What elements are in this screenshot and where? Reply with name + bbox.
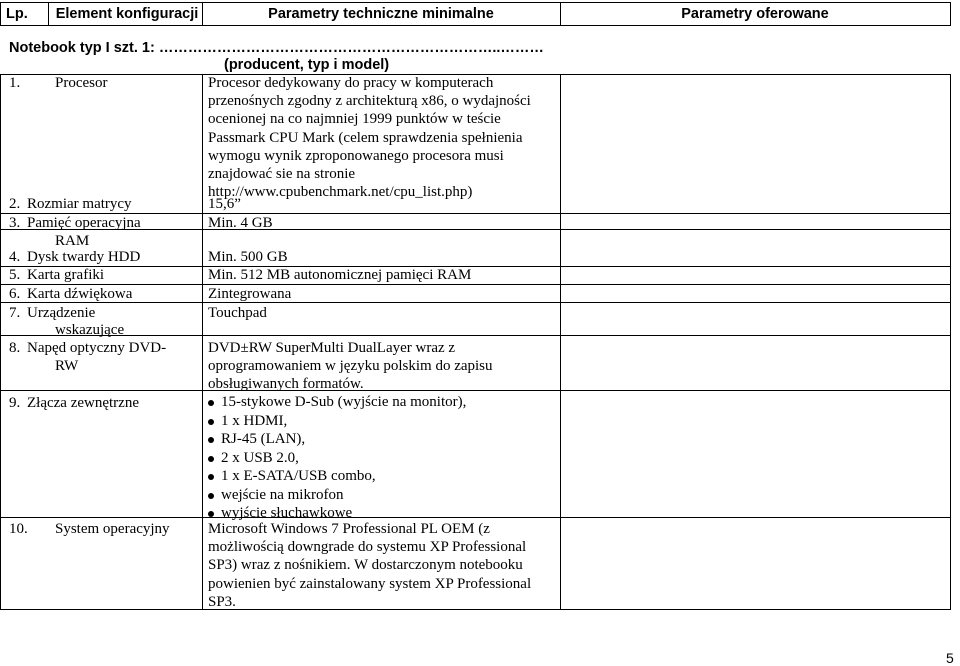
row-element: RW — [55, 358, 79, 374]
section-title: Notebook typ I szt. 1: ……………………………………………………………..……… — [9, 40, 544, 56]
spec-line: Procesor dedykowany do pracy w komputerach — [208, 75, 494, 91]
spec-line: znajdować sie na stronie — [208, 166, 356, 183]
row-divider — [0, 517, 950, 518]
spec-line: ocenionej na co najmniej 1999 punktów w teście — [208, 111, 501, 128]
header-element: Element konfiguracji — [55, 6, 199, 22]
row-spec: Min. 500 GB — [208, 249, 288, 265]
row-element: Pamięć operacyjna — [27, 215, 141, 231]
list-item: 1 x E-SATA/USB combo, — [208, 467, 466, 486]
row-element: Karta grafiki — [27, 267, 105, 283]
row-element: Złącza zewnętrzne — [27, 395, 139, 411]
spec-line: powienien być zainstalowany system XP Professional — [208, 575, 532, 592]
row-element: Karta dźwiękowa — [27, 286, 133, 302]
row-number: 1. — [9, 75, 21, 91]
border — [0, 2, 1, 26]
header-offered-params: Parametry oferowane — [681, 6, 829, 22]
border — [0, 74, 1, 610]
border — [48, 2, 49, 26]
border — [560, 74, 561, 610]
row-element: Urządzenie — [27, 305, 96, 321]
row-number: 3. — [9, 215, 21, 231]
header-lp: Lp. — [6, 6, 28, 22]
spec-line: możliwością downgrade do systemu XP Professional — [208, 539, 527, 556]
row-divider — [0, 266, 950, 267]
row-element: Procesor — [55, 75, 108, 91]
row-spec — [208, 520, 531, 611]
border — [0, 25, 950, 26]
list-item: wyjście słuchawkowe — [208, 504, 466, 523]
row-number: 9. — [9, 395, 21, 411]
row-spec: Min. 512 MB autonomicznej pamięci RAM — [208, 267, 472, 283]
header-min-params: Parametry techniczne minimalne — [268, 6, 494, 22]
spec-line: Passmark CPU Mark (celem sprawdzenia spełnienia — [208, 129, 523, 146]
list-item: 15-stykowe D-Sub (wyjście na monitor), — [208, 393, 466, 412]
row-element: Napęd optyczny DVD- — [27, 340, 167, 356]
border — [950, 74, 951, 610]
spec-line: SP3) wraz z nośnikiem. W dostarczonym notebooku — [208, 557, 523, 574]
connector-list — [208, 393, 466, 523]
row-divider — [0, 213, 950, 214]
section-subtitle: (producent, typ i model) — [224, 57, 390, 73]
row-divider — [0, 302, 950, 303]
row-spec: 15,6” — [208, 196, 241, 212]
row-divider — [0, 229, 950, 230]
spec-line: obsługiwanych formatów. — [208, 376, 364, 393]
spec-line: DVD±RW SuperMulti DualLayer wraz z — [208, 340, 456, 356]
row-element: Rozmiar matrycy — [27, 196, 132, 212]
row-element: RAM — [55, 233, 90, 249]
row-spec — [208, 74, 531, 201]
row-spec: Min. 4 GB — [208, 215, 273, 231]
row-spec: Zintegrowana — [208, 286, 292, 302]
border — [950, 2, 951, 26]
spec-line: oprogramowaniem w języku polskim do zapisu — [208, 358, 493, 375]
spec-line: Microsoft Windows 7 Professional PL OEM (z — [208, 521, 490, 537]
row-divider — [0, 284, 950, 285]
row-element: wskazujące — [55, 322, 125, 338]
row-number: 2. — [9, 196, 21, 212]
spec-line: przenośnych zgodny z architekturą x86, o wydajności — [208, 93, 531, 110]
spec-line: wymogu wynik zproponowanego procesora musi — [208, 147, 504, 164]
spec-line: SP3. — [208, 593, 236, 610]
row-element: System operacyjny — [55, 521, 170, 537]
border — [0, 2, 950, 3]
row-number: 6. — [9, 286, 21, 302]
row-number: 10. — [9, 521, 28, 537]
row-spec: Touchpad — [208, 305, 267, 321]
row-divider — [0, 335, 950, 336]
list-item: 2 x USB 2.0, — [208, 449, 466, 468]
row-number: 4. — [9, 249, 21, 265]
list-item: wejście na mikrofon — [208, 486, 466, 505]
list-item: 1 x HDMI, — [208, 412, 466, 431]
row-element: Dysk twardy HDD — [27, 249, 141, 265]
spec-line: http://www.cpubenchmark.net/cpu_list.php) — [208, 184, 473, 201]
row-number: 7. — [9, 305, 21, 321]
row-number: 5. — [9, 267, 21, 283]
row-spec — [208, 339, 493, 394]
page-number: 5 — [946, 650, 954, 666]
row-number: 8. — [9, 340, 21, 356]
border — [202, 74, 203, 610]
list-item: RJ-45 (LAN), — [208, 430, 466, 449]
